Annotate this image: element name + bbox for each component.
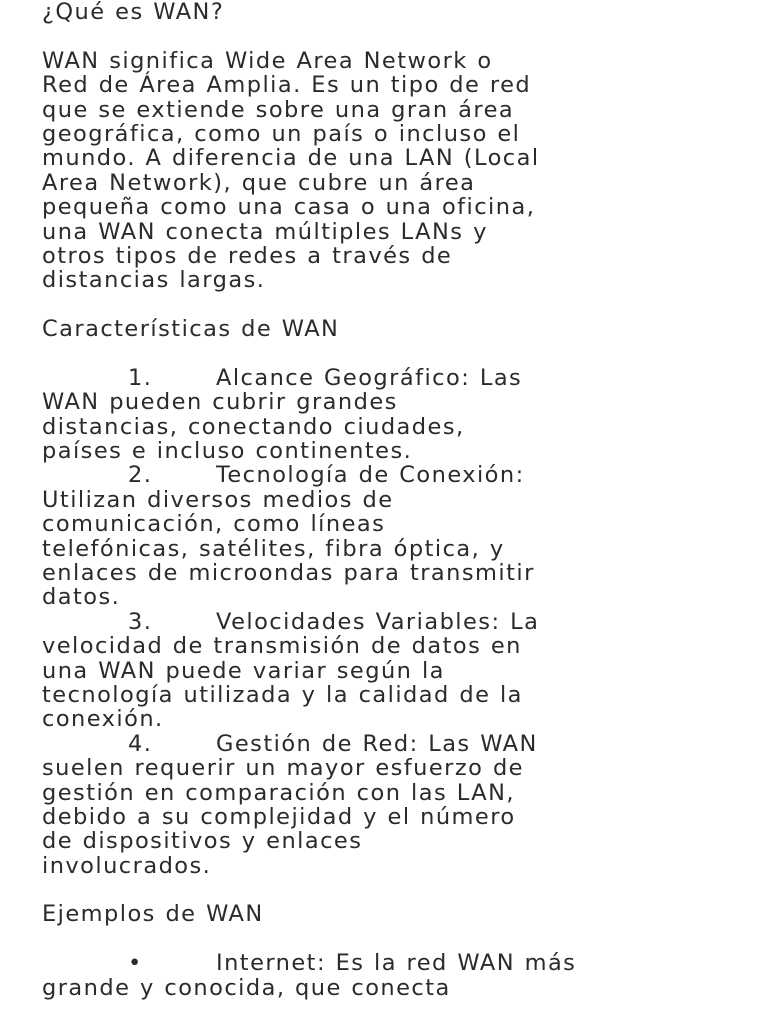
list-item-text: velocidad de transmisión de datos en [42, 633, 522, 660]
list-item-text: debido a su complejidad y el número [42, 803, 516, 830]
list-item-text: Internet: Es la red WAN más [216, 950, 577, 977]
list-item-text: involucrados. [42, 852, 212, 879]
list-item-text: Alcance Geográfico: Las [216, 364, 523, 391]
list-item [42, 610, 742, 732]
paragraph-gap [42, 24, 742, 48]
list-item-text: datos. [42, 584, 121, 611]
paragraph-gap [42, 927, 742, 951]
intro-line: geográfica, como un país o incluso el [42, 120, 521, 147]
intro-line: que se extiende sobre una gran área [42, 96, 515, 123]
document-page [42, 0, 742, 1000]
intro-paragraph [42, 49, 742, 293]
list-item-number: 3. [128, 608, 153, 635]
list-item-text: de dispositivos y enlaces [42, 828, 363, 855]
paragraph-gap [42, 878, 742, 902]
list-item [42, 463, 742, 609]
list-item-text: distancias, conectando ciudades, [42, 413, 465, 440]
list-item [42, 366, 742, 464]
list-item-text: conexión. [42, 706, 164, 733]
list-item-text: grande y conocida, que conecta [42, 974, 451, 1001]
list-item-text: Velocidades Variables: La [216, 608, 540, 635]
bullet-icon: • [128, 950, 143, 977]
intro-line: otros tipos de redes a través de [42, 242, 453, 269]
list-item-text: telefónicas, satélites, fibra óptica, y [42, 535, 505, 562]
list-item-number: 2. [128, 462, 153, 489]
list-item-text: gestión en comparación con las LAN, [42, 779, 515, 806]
intro-line: pequeña como una casa o una oficina, [42, 194, 536, 221]
list-item-number: 1. [128, 364, 153, 391]
examples-list [42, 951, 742, 1000]
characteristics-list [42, 366, 742, 878]
page-title: ¿Qué es WAN? [42, 0, 225, 25]
list-item-text: suelen requerir un mayor esfuerzo de [42, 755, 524, 782]
list-item-text: Utilizan diversos medios de [42, 486, 394, 513]
list-item-text: Gestión de Red: Las WAN [216, 730, 538, 757]
intro-line: distancias largas. [42, 267, 266, 294]
list-item-text: enlaces de microondas para transmitir [42, 559, 535, 586]
intro-line: WAN significa Wide Area Network o [42, 47, 493, 74]
list-item-text: países e incluso continentes. [42, 438, 413, 465]
examples-heading: Ejemplos de WAN [42, 901, 264, 928]
list-item-text: Tecnología de Conexión: [216, 462, 525, 489]
list-item-text: WAN pueden cubrir grandes [42, 389, 398, 416]
list-item [42, 732, 742, 878]
intro-line: mundo. A diferencia de una LAN (Local [42, 145, 540, 172]
list-item [42, 951, 742, 1000]
list-item-text: tecnología utilizada y la calidad de la [42, 681, 523, 708]
intro-line: Red de Área Amplia. Es un tipo de red [42, 72, 532, 99]
paragraph-gap [42, 293, 742, 317]
list-item-text: una WAN puede variar según la [42, 657, 445, 684]
paragraph-gap [42, 341, 742, 365]
list-item-number: 4. [128, 730, 153, 757]
intro-line: Area Network), que cubre un área [42, 169, 476, 196]
characteristics-heading: Características de WAN [42, 316, 340, 343]
list-item-text: comunicación, como líneas [42, 511, 386, 538]
intro-line: una WAN conecta múltiples LANs y [42, 218, 488, 245]
